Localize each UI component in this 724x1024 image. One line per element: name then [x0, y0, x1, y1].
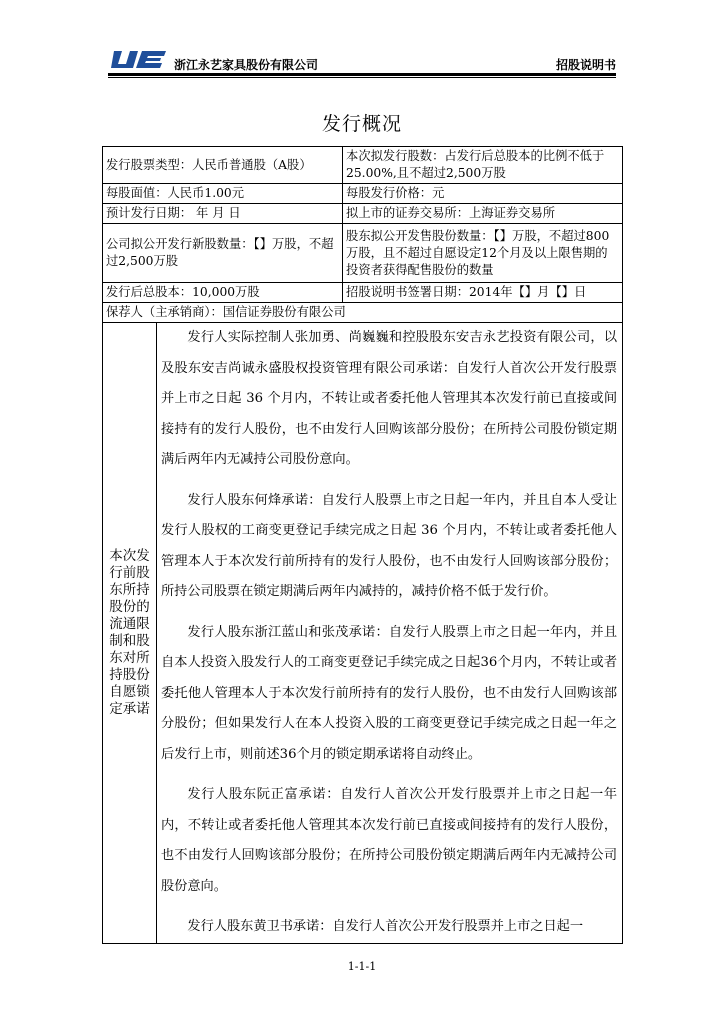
exchange-cell: 拟上市的证券交易所：上海证券交易所 — [343, 204, 623, 224]
commitment-paragraph: 发行人股东阮正富承诺：自发行人首次公开发行股票并上市之日起一年内，不转让或者委托他人管理其本次发行前已直接或间接持有的发行人股份，也不由发行人回购该部分股份；在所持公司股份锁定期满后两年内无减持公司股份意向。 — [161, 787, 618, 894]
table-row — [103, 303, 623, 323]
offering-overview-table — [102, 146, 623, 944]
company-name: 浙江永艺家具股份有限公司 — [174, 58, 319, 72]
issue-price-cell: 每股发行价格：元 — [343, 184, 623, 204]
table-row — [103, 283, 623, 303]
table-row — [103, 323, 623, 944]
company-logo-icon — [108, 49, 170, 71]
label-line: 股份的 — [109, 598, 150, 615]
shareholder-sale-cell: 股东拟公开发售股份数量：【】万股，不超过800万股，且不超过自愿设定12个月及以上限售期的投资者获得配售股份的数量 — [343, 224, 623, 283]
table-row — [103, 147, 623, 184]
lockup-commitment-content — [157, 323, 623, 944]
commitment-paragraph: 发行人股东黄卫书承诺：自发行人首次公开发行股票并上市之日起一 — [187, 919, 584, 934]
page-title: 发行概况 — [321, 113, 402, 135]
par-value-cell: 每股面值：人民币1.00元 — [103, 184, 343, 204]
commitment-paragraph: 发行人股东何烽承诺：自发行人股票上市之日起一年内，并且自本人受让发行人股权的工商变更登记手续完成之日起 36 个月内，不转让或者委托他人管理本人于本次发行前所持有的发行人股份，也不由发行人回购该部分股份；所持公司股票在锁定期满后两年内减持的，减持价格不低于发行价。 — [161, 492, 618, 599]
issue-date-cell: 预计发行日期： 年 月 日 — [103, 204, 343, 224]
total-shares-cell: 发行后总股本：10,000万股 — [103, 283, 343, 303]
label-line: 本次发 — [109, 547, 150, 564]
share-type-cell: 发行股票类型：人民币普通股（A股） — [103, 147, 343, 184]
page-number: 1-1-1 — [347, 960, 377, 973]
header-divider-thin — [108, 77, 616, 78]
new-shares-cell: 公司拟公开发行新股数量：【】万股，不超过2,500万股 — [103, 224, 343, 283]
document-type: 招股说明书 — [555, 58, 616, 72]
page-header — [108, 44, 616, 74]
issue-quantity-cell: 本次拟发行股数：占发行后总股本的比例不低于25.00%,且不超过2,500万股 — [343, 147, 623, 184]
commitment-paragraph: 发行人实际控制人张加勇、尚巍巍和控股股东安吉永艺投资有限公司，以及股东安吉尚诚永盛股权投资管理有限公司承诺：自发行人首次公开发行股票并上市之日起 36 个月内，不转让或者委托他人管理其本次发行前已直接或间接持有的发行人股份，也不由发行人回购该部分股份；在所持公司股份锁定期满后两年内无减持公司股份意向。 — [161, 330, 618, 467]
table-row — [103, 224, 623, 283]
label-line: 东对所 — [109, 649, 150, 666]
label-line: 定承诺 — [109, 700, 150, 717]
label-line: 制和股 — [109, 632, 150, 649]
header-divider — [108, 73, 616, 76]
sponsor-cell: 保荐人（主承销商）：国信证券股份有限公司 — [103, 303, 623, 323]
lockup-commitment-label — [103, 323, 157, 944]
commitment-paragraph: 发行人股东浙江蓝山和张茂承诺：自发行人股票上市之日起一年内，并且自本人投资入股发行人的工商变更登记手续完成之日起36个月内，不转让或者委托他人管理本人于本次发行前所持有的发行人股份，也不由发行人回购该部分股份；但如果发行人在本人投资入股的工商变更登记手续完成之日起一年之后发行上市，则前述36个月的锁定期承诺将自动终止。 — [161, 624, 618, 762]
label-line: 东所持 — [109, 581, 150, 598]
label-line: 持股份 — [109, 666, 150, 683]
table-row — [103, 184, 623, 204]
label-line: 行前股 — [109, 564, 150, 581]
label-line: 流通限 — [109, 615, 150, 632]
label-line: 自愿锁 — [109, 683, 150, 700]
table-row — [103, 204, 623, 224]
sign-date-cell: 招股说明书签署日期：2014年【】月【】日 — [343, 283, 623, 303]
